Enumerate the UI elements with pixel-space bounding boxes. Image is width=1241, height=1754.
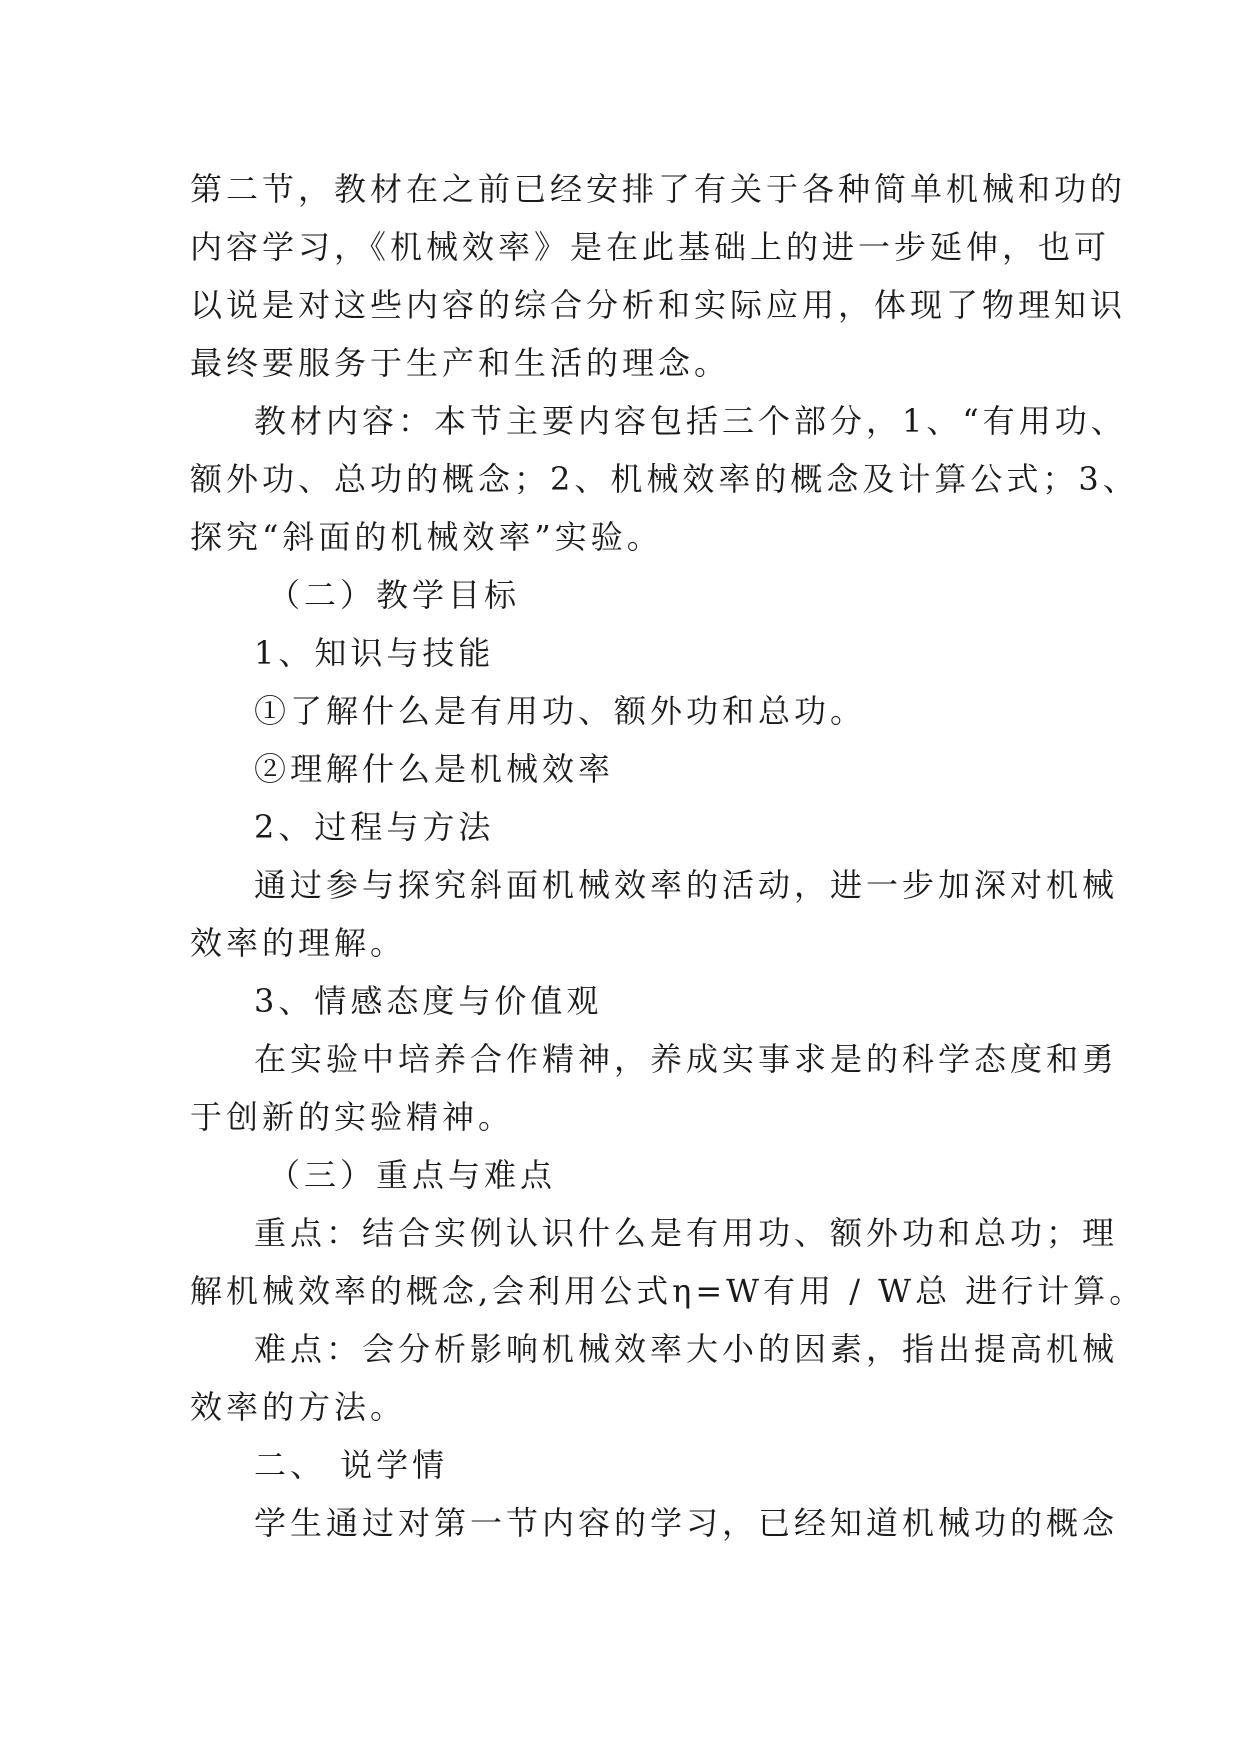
section-heading: 二、 说学情	[254, 1446, 449, 1484]
paragraph-line: 额外功、总功的概念；2、机械效率的概念及计算公式；3、	[190, 460, 1139, 498]
paragraph-line: 重点：结合实例认识什么是有用功、额外功和总功；理	[254, 1214, 1119, 1252]
section-heading: （二）教学目标	[268, 576, 521, 614]
paragraph-line: 最终要服务于生产和生活的理念。	[190, 344, 731, 382]
list-item: ②理解什么是机械效率	[254, 750, 615, 788]
paragraph-line: 学生通过对第一节内容的学习，已经知道机械功的概念	[254, 1504, 1119, 1542]
subsection-heading: 2、过程与方法	[254, 808, 495, 846]
section-heading: （三）重点与难点	[268, 1156, 557, 1194]
paragraph-line: 探究“斜面的机械效率”实验。	[190, 518, 663, 556]
list-item: ①了解什么是有用功、额外功和总功。	[254, 692, 867, 730]
subsection-heading: 3、情感态度与价值观	[254, 982, 603, 1020]
paragraph-line: 教材内容：本节主要内容包括三个部分，1、“有用功、	[254, 402, 1127, 440]
paragraph-line: 效率的理解。	[190, 924, 407, 962]
paragraph-line: 通过参与探究斜面机械效率的活动，进一步加深对机械	[254, 866, 1119, 904]
paragraph-line: 第二节，教材在之前已经安排了有关于各种简单机械和功的	[190, 170, 1127, 208]
subsection-heading: 1、知识与技能	[254, 634, 495, 672]
paragraph-line: 难点：会分析影响机械效率大小的因素，指出提高机械	[254, 1330, 1119, 1368]
paragraph-line: 于创新的实验精神。	[190, 1098, 515, 1136]
document-body	[190, 160, 1146, 1552]
paragraph-line: 内容学习，《机械效率》是在此基础上的进一步延伸，也可	[190, 228, 1111, 266]
paragraph-line: 以说是对这些内容的综合分析和实际应用，体现了物理知识	[190, 286, 1127, 324]
paragraph-line: 解机械效率的概念,会利用公式η=W有用 / W总 进行计算。	[190, 1272, 1146, 1310]
paragraph-line: 在实验中培养合作精神，养成实事求是的科学态度和勇	[254, 1040, 1119, 1078]
paragraph-line: 效率的方法。	[190, 1388, 407, 1426]
